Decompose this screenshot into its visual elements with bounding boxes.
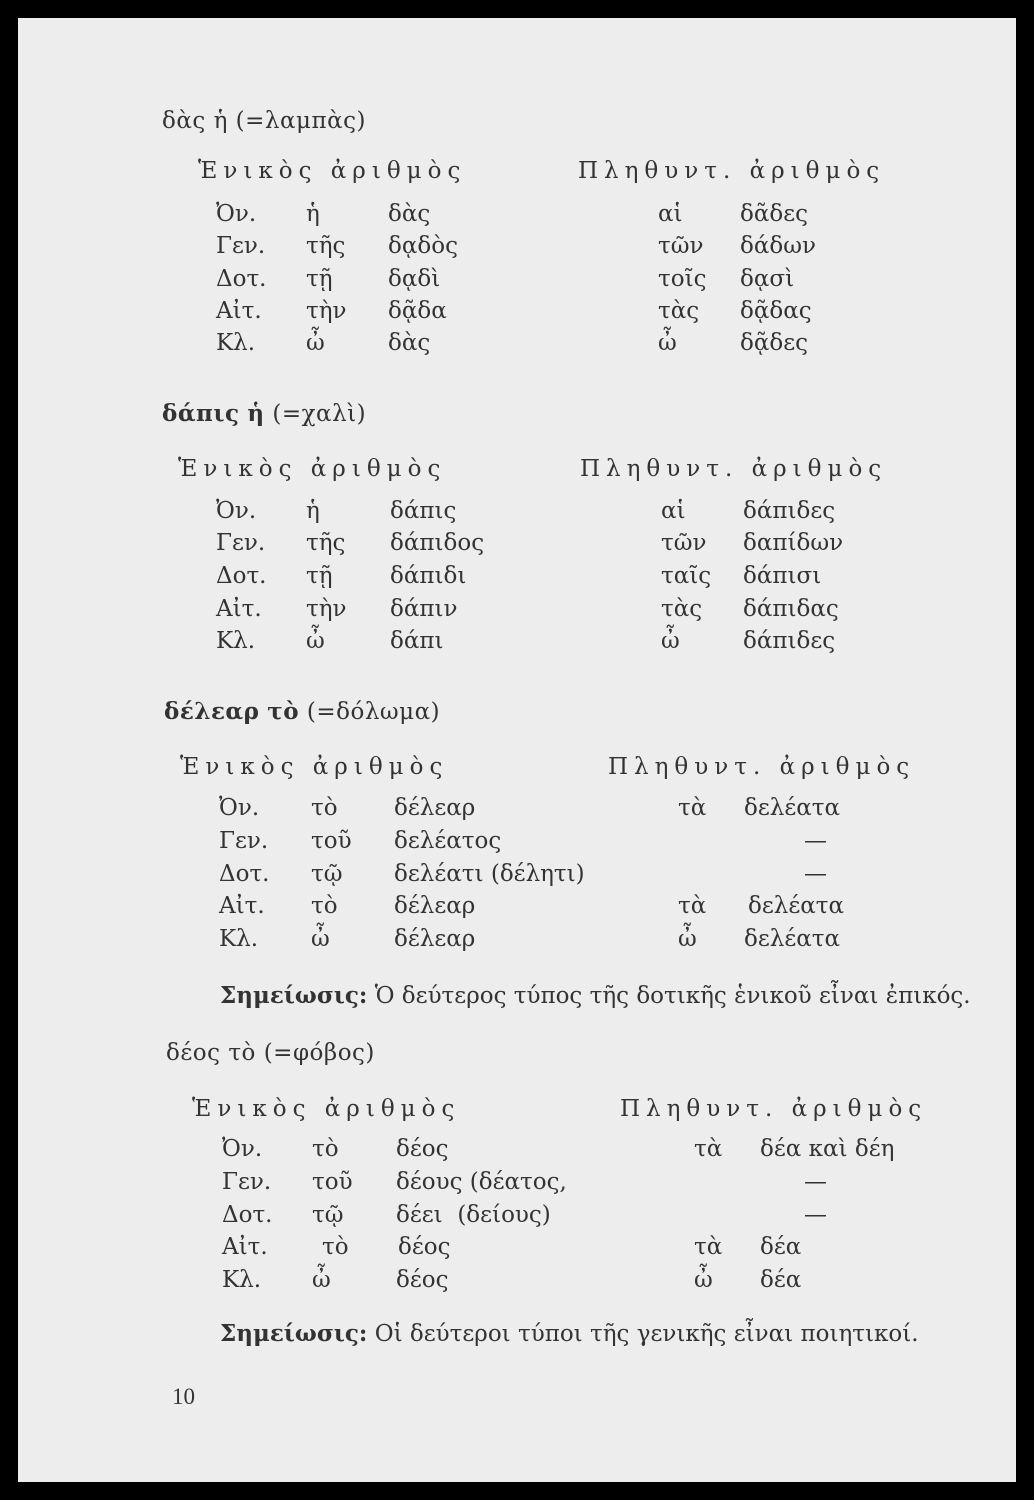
lemma: δάπις [162, 400, 240, 427]
sg-form: δέει (δείους) [396, 1202, 551, 1228]
pl-article: τὰ [694, 1234, 723, 1260]
pl-form: — [804, 1202, 827, 1228]
pl-article: τὰ [694, 1136, 723, 1162]
sg-form: δᾳδὶ [388, 266, 441, 292]
case-label: Δοτ. [216, 563, 267, 589]
sg-form: δελέατος [394, 828, 502, 854]
plural-header: Πληθυντ. ἀριθμὸς [580, 456, 888, 482]
pl-form: δαπίδων [743, 530, 844, 556]
pl-article: τῶν [658, 233, 704, 259]
case-label: Αἰτ. [216, 298, 262, 324]
pl-form: δελέατα [744, 795, 841, 821]
pl-article: ὦ [678, 926, 697, 952]
entry-heading [162, 400, 366, 427]
sg-form: δέους (δέατος, [396, 1169, 567, 1195]
pl-form: δέα [760, 1234, 802, 1260]
pl-form: δάπιδες [743, 628, 836, 654]
singular-header: Ἑνικὸς ἀριθμὸς [180, 754, 449, 780]
sg-form: δέλεαρ [394, 893, 476, 919]
case-label: Ὀν. [216, 498, 257, 524]
pl-form: δᾷδες [740, 330, 809, 356]
gloss: (=χαλὶ) [272, 401, 367, 427]
sg-form: δᾳδὸς [388, 233, 458, 259]
case-label: Κλ. [219, 926, 259, 952]
sg-article: ὦ [306, 330, 325, 356]
sg-article: τῆς [306, 233, 346, 259]
sg-form: δέος [396, 1136, 449, 1162]
singular-header: Ἑνικὸς ἀριθμὸς [192, 1096, 461, 1122]
sg-article: τὸ [312, 1136, 339, 1162]
sg-article: τὸ [322, 1234, 349, 1260]
singular-header: Ἑνικὸς ἀριθμὸς [178, 456, 447, 482]
sg-article: ὦ [311, 926, 330, 952]
plural-header: Πληθυντ. ἀριθμὸς [578, 158, 886, 184]
lemma: δὰς [162, 108, 206, 134]
pl-form: δάπισι [743, 563, 822, 589]
sg-article: τὴν [306, 298, 347, 324]
case-label: Γεν. [216, 530, 266, 556]
note-label: Σημείωσις: [220, 1320, 368, 1347]
sg-form: δάπιν [390, 596, 458, 622]
sg-article: ἡ [306, 201, 320, 227]
sg-form: δὰς [388, 330, 431, 356]
case-label: Ὀν. [216, 201, 257, 227]
article: ἡ [247, 400, 265, 427]
note [220, 982, 971, 1009]
sg-article: τῷ [311, 861, 343, 887]
pl-article: τῶν [661, 530, 707, 556]
case-label: Δοτ. [216, 266, 267, 292]
page-number: 10 [172, 1384, 195, 1409]
case-label: Αἰτ. [219, 893, 265, 919]
pl-article: τοῖς [658, 266, 707, 292]
note [220, 1320, 919, 1347]
pl-form: δᾷδας [740, 298, 812, 324]
sg-form: δέλεαρ [394, 926, 476, 952]
sg-article: τῇ [306, 563, 333, 589]
sg-form: δᾷδα [388, 298, 447, 324]
lemma: δέος [166, 1040, 221, 1066]
pl-article: τὰ [678, 893, 707, 919]
case-label: Αἰτ. [216, 596, 262, 622]
case-label: Κλ. [216, 628, 256, 654]
pl-article: τὰ [678, 795, 707, 821]
pl-form: δάπιδες [743, 498, 836, 524]
case-label: Γεν. [222, 1169, 272, 1195]
sg-form: δὰς [388, 201, 431, 227]
sg-form: δάπις [390, 498, 457, 524]
gloss: (=λαμπὰς) [235, 108, 366, 134]
pl-form: δέα καὶ δέη [760, 1136, 895, 1162]
book-page [18, 18, 1016, 1482]
sg-form: δάπιδος [390, 530, 485, 556]
pl-form: — [804, 828, 827, 854]
sg-article: τὴν [306, 596, 347, 622]
pl-article: τὰς [658, 298, 700, 324]
gloss: (=φόβος) [263, 1040, 375, 1066]
sg-article: τὸ [311, 795, 338, 821]
sg-article: ἡ [306, 498, 320, 524]
sg-form: δελέατι (δέλητι) [394, 861, 585, 887]
pl-article: ὦ [658, 330, 677, 356]
case-label: Δοτ. [219, 861, 270, 887]
case-label: Κλ. [222, 1267, 262, 1293]
entry-heading [162, 108, 366, 134]
case-label: Γεν. [219, 828, 269, 854]
case-label: Ὀν. [222, 1136, 263, 1162]
sg-article: τῆς [306, 530, 346, 556]
pl-form: δᾳσὶ [740, 266, 795, 292]
gloss: (=δόλωμα) [306, 699, 441, 725]
sg-article: τοῦ [312, 1169, 353, 1195]
pl-form: — [804, 1169, 827, 1195]
lemma: δέλεαρ [164, 698, 260, 725]
pl-form: δάδων [740, 233, 816, 259]
case-label: Γεν. [216, 233, 266, 259]
sg-article: τῷ [312, 1202, 344, 1228]
note-label: Σημείωσις: [220, 982, 368, 1009]
pl-form: — [804, 861, 827, 887]
entry-heading [166, 1040, 375, 1066]
sg-form: δάπιδι [390, 563, 467, 589]
sg-article: ὦ [306, 628, 325, 654]
pl-form: δάπιδας [743, 596, 839, 622]
sg-article: τὸ [311, 893, 338, 919]
pl-article: τὰς [661, 596, 703, 622]
plural-header: Πληθυντ. ἀριθμὸς [620, 1096, 928, 1122]
note-text: Οἱ δεύτεροι τύποι τῆς γενικῆς εἶναι ποιητικοί. [374, 1321, 919, 1347]
sg-article: τοῦ [311, 828, 352, 854]
note-text: Ὁ δεύτερος τύπος τῆς δοτικῆς ἑνικοῦ εἶναι ἐπικός. [374, 983, 971, 1009]
article: ἡ [213, 108, 228, 134]
article: τὸ [267, 698, 300, 725]
sg-form: δέος [396, 1267, 449, 1293]
pl-article: ὦ [694, 1267, 713, 1293]
sg-article: ὦ [312, 1267, 331, 1293]
sg-form: δάπι [390, 628, 444, 654]
pl-article: αἱ [661, 498, 686, 524]
pl-article: ταῖς [661, 563, 712, 589]
sg-article: τῇ [306, 266, 333, 292]
pl-article: αἱ [658, 201, 683, 227]
case-label: Δοτ. [222, 1202, 273, 1228]
sg-form: δέος [398, 1234, 451, 1260]
case-label: Αἰτ. [222, 1234, 268, 1260]
case-label: Ὀν. [219, 795, 260, 821]
sg-form: δέλεαρ [394, 795, 476, 821]
entry-heading [164, 698, 440, 725]
plural-header: Πληθυντ. ἀριθμὸς [608, 754, 916, 780]
article: τὸ [228, 1040, 256, 1066]
pl-form: δᾶδες [740, 201, 809, 227]
case-label: Κλ. [216, 330, 256, 356]
pl-form: δελέατα [748, 893, 845, 919]
pl-form: δελέατα [744, 926, 841, 952]
pl-article: ὦ [661, 628, 680, 654]
singular-header: Ἑνικὸς ἀριθμὸς [198, 158, 467, 184]
pl-form: δέα [760, 1267, 802, 1293]
